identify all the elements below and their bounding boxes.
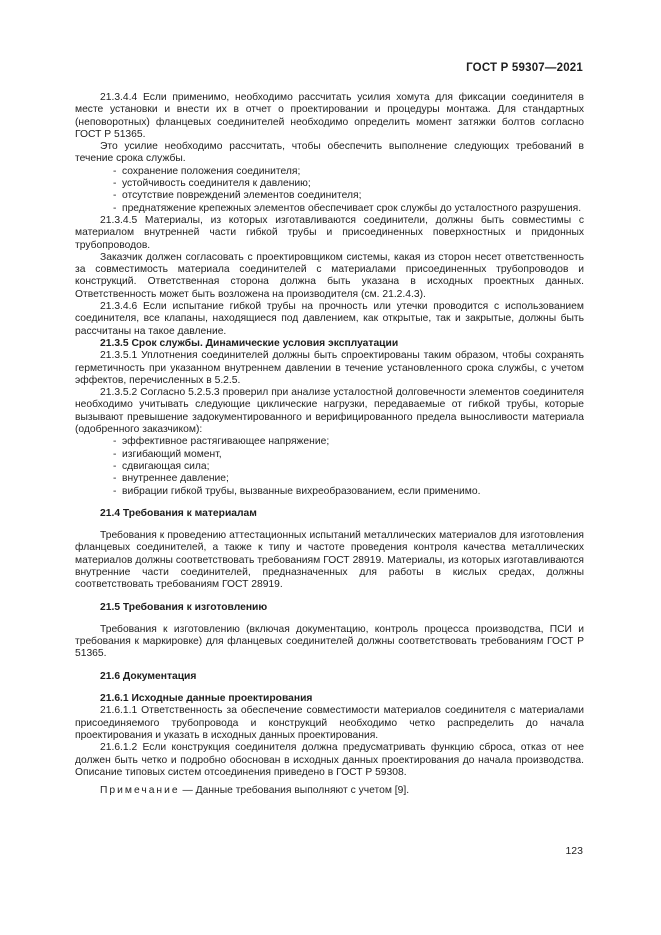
paragraph-materials: Требования к проведению аттестационных испытаний металлических материалов для изготовления фланцевых соединителей, а также к типу и частоте проведения контроля качества металлических материалов должны соответствовать требованиям ГОСТ 28919. Материалы, из которых изготавливаются внутренние части соединителей, предназначенных для работы в кислых средах, должны соответствовать требованиям ГОСТ 28919. (75, 530, 584, 591)
paragraph-21-6-1-2: 21.6.1.2 Если конструкция соединителя должна предусматривать функцию сброса, отказ от нее должен быть четко и подробно обоснован в исходных данных проектирования до начала производства. Описание типовых систем отсоединения приведено в ГОСТ Р 59308. (75, 742, 584, 778)
list-item: - внутреннее давление; (75, 473, 584, 485)
paragraph-21-6-1-1: 21.6.1.1 Ответственность за обеспечение совместимости материалов соединителя с материалами присоединяемого трубопровода и конструкций необходимо четко распределить до начала проектирования и указать в исходных данных проектирования. (75, 705, 584, 741)
requirements-list (75, 166, 584, 215)
note (75, 785, 584, 797)
list-item: - вибрации гибкой трубы, вызванные вихреобразованием, если применимо. (75, 486, 584, 498)
paragraph-effort: Это усилие необходимо рассчитать, чтобы обеспечить выполнение следующих требований в течение срока службы. (75, 141, 584, 165)
list-item: - изгибающий момент, (75, 449, 584, 461)
note-text: — Данные требования выполняют с учетом [9]. (179, 785, 410, 797)
paragraph-21-3-5-1: 21.3.5.1 Уплотнения соединителей должны быть спроектированы таким образом, чтобы сохранять герметичность при указанном внутреннем давлении в течение установленного срока службы, с учетом эффектов, перечисленных в 5.2.5. (75, 350, 584, 386)
paragraph-21-3-4-6: 21.3.4.6 Если испытание гибкой трубы на прочность или утечки проводится с использованием соединителя, все клапаны, находящиеся под давлением, как открытые, так и закрытые, должны быть рассчитаны на такое давление. (75, 301, 584, 337)
list-item: - сохранение положения соединителя; (75, 166, 584, 178)
page-number: 123 (565, 845, 583, 857)
document-id-header: ГОСТ Р 59307—2021 (466, 62, 583, 74)
heading-21-6-1: 21.6.1 Исходные данные проектирования (100, 693, 313, 705)
list-item: - преднатяжение крепежных элементов обеспечивает срок службы до усталостного разрушения. (75, 203, 584, 215)
document-body (75, 92, 584, 797)
list-item: - эффективное растягивающее напряжение; (75, 436, 584, 448)
list-item: - устойчивость соединителя к давлению; (75, 178, 584, 190)
paragraph-21-3-5-2: 21.3.5.2 Согласно 5.2.5.3 проверил при анализе усталостной долговечности элементов соединителя необходимо учитывать следующие циклические нагрузки, передаваемые от гибкой трубы, которые вызывают превышение задокументированного и верифицированного предела выносливости материала (одобренного заказчиком): (75, 387, 584, 436)
heading-21-6: 21.6 Документация (100, 670, 197, 682)
loads-list (75, 436, 584, 497)
paragraph-21-3-4-5: 21.3.4.5 Материалы, из которых изготавливаются соединители, должны быть совместимы с материалом внутренней части гибкой трубы и присоединенных поверхностных и придонных трубопроводов. (75, 214, 584, 251)
paragraph-customer: Заказчик должен согласовать с проектировщиком системы, какая из сторон несет ответственность за совместимость материала соединителей с материалами присоединенных трубопроводов и конструкций. Ответственная сторона должна быть указана в исходных проектных данных. Ответственность может быть возложена на производителя (см. 21.2.4.3). (75, 251, 584, 300)
list-item: - отсутствие повреждений элементов соединителя; (75, 190, 584, 202)
heading-21-5: 21.5 Требования к изготовлению (100, 601, 268, 613)
note-label: Примечание (100, 785, 180, 797)
heading-21-3-5: 21.3.5 Срок службы. Динамические условия эксплуатации (100, 337, 399, 349)
paragraph-21-3-4-4: 21.3.4.4 Если применимо, необходимо рассчитать усилия хомута для фиксации соединителя в месте установки и внести их в отчет о проектировании и процедуры монтажа. Для стандартных (неповоротных) фланцевых соединителей необходимо определить момент затяжки болтов согласно ГОСТ Р 51365. (75, 92, 584, 140)
list-item: - сдвигающая сила; (75, 461, 584, 473)
paragraph-manufacturing: Требования к изготовлению (включая документацию, контроль процесса производства, ПСИ и требования к маркировке) для фланцевых соединителей должны соответствовать требованиям ГОСТ Р 51365. (75, 623, 584, 660)
heading-21-4: 21.4 Требования к материалам (100, 507, 257, 519)
